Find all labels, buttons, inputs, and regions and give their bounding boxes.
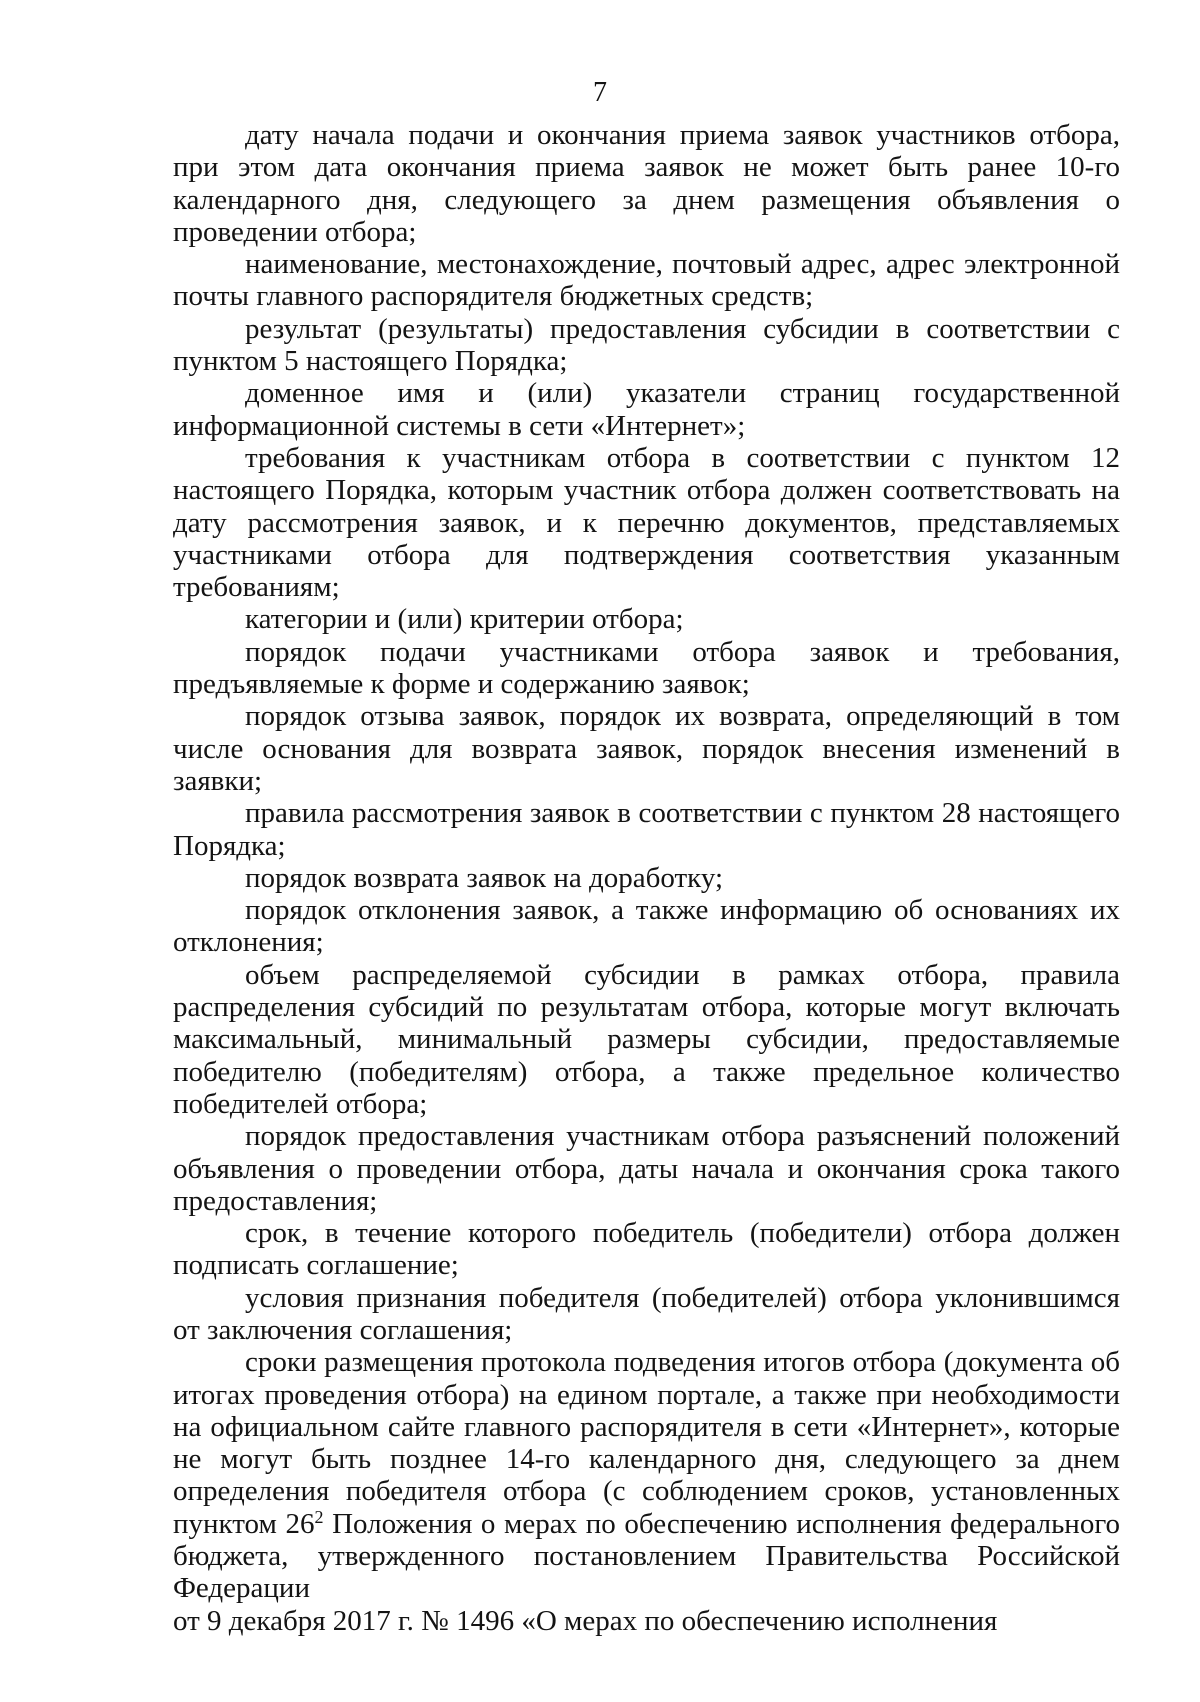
paragraph-domain-name: доменное имя и (или) указатели страниц государственной информационной системы в сети «Интернет»; (173, 377, 1120, 442)
protocol-text-part-2: Положения о мерах по обеспечению исполнения федерального бюджета, утвержденного постановлением Правительства Российской Федерации (173, 1507, 1121, 1605)
paragraph-return-for-revision: порядок возврата заявок на доработку; (245, 861, 724, 894)
paragraph-selection-criteria: категории и (или) критерии отбора; (245, 603, 684, 636)
paragraph-submission-dates: дату начала подачи и окончания приема заявок участников отбора, при этом дата окончания приема заявок не может быть ранее 10-го календарного дня, следующего за днем размещения объявления о проведении отбора; (173, 119, 1120, 248)
protocol-text-part-1: сроки размещения протокола подведения итогов отбора (документа об итогах проведения отбора) на едином портале, а также при необходимости на официальном сайте главного распорядителя в сети «Интернет», которые не могут быть позднее 14-го календарного дня, следующего за днем определения победителя отбора (с соблюдением сроков, установленных пунктом 26 (173, 1346, 1120, 1540)
paragraph-subsidy-results: результат (результаты) предоставления субсидии в соответствии с пунктом 5 настоящего Порядка; (173, 312, 1120, 378)
paragraph-submission-procedure: порядок подачи участниками отбора заявок и требования, предъявляемые к форме и содержанию заявок; (173, 635, 1120, 701)
paragraph-review-rules: правила рассмотрения заявок в соответствии с пунктом 28 настоящего Порядка; (173, 797, 1120, 862)
superscript-2: 2 (314, 1506, 324, 1527)
paragraph-subsidy-volume: объем распределяемой субсидии в рамках отбора, правила распределения субсидий по результатам отбора, которые могут включать максимальный, минимальный размеры субсидии, предоставляемые победителю (победителям) отбора, а также предельное количество победителей отбора; (173, 958, 1120, 1120)
paragraph-agreement-deadline: срок, в течение которого победитель (победители) отбора должен подписать соглашение; (173, 1217, 1120, 1282)
paragraph-decree-reference: от 9 декабря 2017 г. № 1496 «О мерах по обеспечению исполнения (173, 1604, 998, 1637)
document-body (173, 119, 1120, 1637)
paragraph-participant-requirements: требования к участникам отбора в соответствии с пунктом 12 настоящего Порядка, которым участник отбора должен соответствовать на дату рассмотрения заявок, и к перечню документов, представляемых участниками отбора для подтверждения соответствия указанным требованиям; (173, 441, 1120, 604)
paragraph-rejection-procedure: порядок отклонения заявок, а также информацию об основаниях их отклонения; (173, 894, 1120, 959)
paragraph-clarifications: порядок предоставления участникам отбора разъяснений положений объявления о проведении отбора, даты начала и окончания срока такого предоставления; (173, 1120, 1120, 1217)
paragraph-distributor-contacts: наименование, местонахождение, почтовый адрес, адрес электронной почты главного распорядителя бюджетных средств; (173, 248, 1120, 313)
paragraph-evasion-conditions: условия признания победителя (победителей) отбора уклонившимся от заключения соглашения; (173, 1281, 1120, 1346)
paragraph-withdrawal-procedure: порядок отзыва заявок, порядок их возврата, определяющий в том числе основания для возврата заявок, порядок внесения изменений в заявки; (173, 700, 1120, 797)
paragraph-protocol-deadlines (173, 1346, 1120, 1604)
page-number: 7 (593, 77, 607, 108)
